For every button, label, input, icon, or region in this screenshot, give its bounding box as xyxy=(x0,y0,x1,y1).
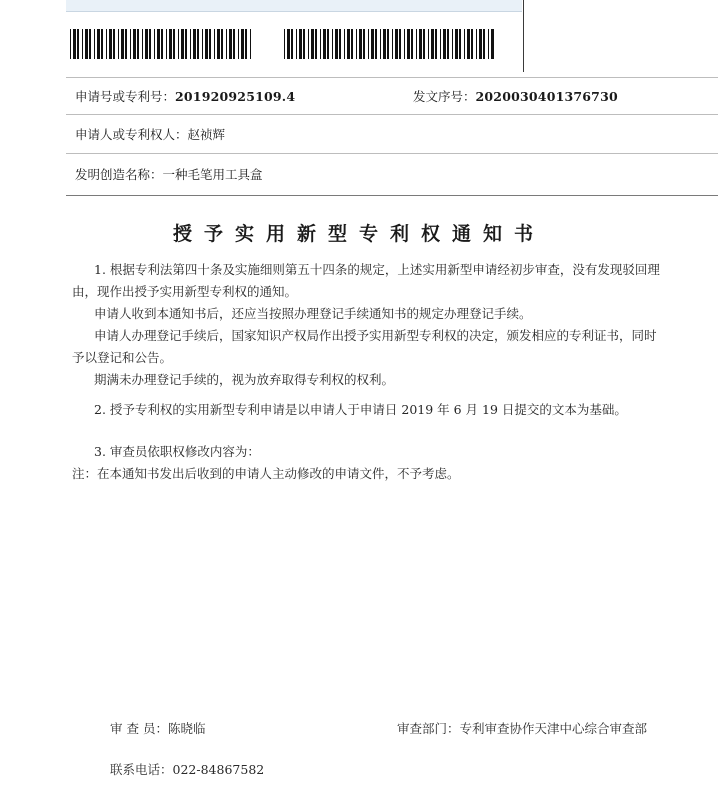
serial-number-label: 发文序号： xyxy=(413,89,476,104)
invention-field xyxy=(75,165,263,183)
application-number: 201920925109.4 xyxy=(175,89,296,104)
examiner-name: 陈晓临 xyxy=(167,721,206,736)
paragraph-3-line-1: 申请人办理登记手续后，国家知识产权局作出授予实用新型专利权的决定，颁发相应的专利证书，同时 xyxy=(94,328,657,343)
department-name: 专利审查协作天津中心综合审查部 xyxy=(459,721,648,736)
barcode-left xyxy=(70,29,255,59)
header-rule-4 xyxy=(66,195,718,196)
section-3-text: 3. 审查员依职权修改内容为： xyxy=(94,444,260,459)
header-divider xyxy=(523,0,524,72)
department-label: 审查部门： xyxy=(397,721,460,736)
note-text: 注：在本通知书发出后收到的申请人主动修改的申请文件，不予考虑。 xyxy=(72,466,460,481)
serial-number-field xyxy=(413,87,618,105)
applicant-name: 赵祯辉 xyxy=(187,127,226,142)
paragraph-1-line-2: 由，现作出授予实用新型专利权的通知。 xyxy=(72,284,298,299)
paragraph-2: 申请人收到本通知书后，还应当按照办理登记手续通知书的规定办理登记手续。 xyxy=(94,306,532,321)
barcode-right xyxy=(284,29,496,59)
body-section-1 xyxy=(72,259,712,391)
body-section-3 xyxy=(72,441,712,485)
invention-name: 一种毛笔用工具盒 xyxy=(162,167,263,182)
phone-label: 联系电话： xyxy=(110,762,173,777)
document-title: 授予实用新型专利权通知书 xyxy=(172,223,545,245)
invention-label: 发明创造名称： xyxy=(75,167,163,182)
paragraph-3-line-2: 予以登记和公告。 xyxy=(72,350,173,365)
applicant-label: 申请人或专利权人： xyxy=(75,127,188,142)
examiner-field xyxy=(110,719,205,737)
header-rule-3 xyxy=(66,153,718,154)
phone-number: 022-84867582 xyxy=(172,762,265,777)
department-field xyxy=(397,719,647,737)
body-section-2 xyxy=(72,399,712,421)
section-2-text: 2. 授予专利权的实用新型专利申请是以申请人于申请日 2019 年 6 月 19 日提交的文本为基础。 xyxy=(94,402,627,417)
paragraph-1-line-1: 1. 根据专利法第四十条及实施细则第五十四条的规定，上述实用新型申请经初步审查，没有发现驳回理 xyxy=(94,262,660,277)
serial-number: 2020030401376730 xyxy=(475,89,618,104)
phone-field xyxy=(110,760,264,778)
applicant-field xyxy=(75,125,225,143)
header-rule-2 xyxy=(66,114,718,115)
application-number-label: 申请号或专利号： xyxy=(75,89,176,104)
application-number-field xyxy=(75,87,295,105)
paragraph-4: 期满未办理登记手续的，视为放弃取得专利权的权利。 xyxy=(94,372,395,387)
header-rule-1 xyxy=(66,77,718,78)
examiner-label: 审 查 员： xyxy=(110,721,168,736)
top-strip xyxy=(66,0,522,12)
